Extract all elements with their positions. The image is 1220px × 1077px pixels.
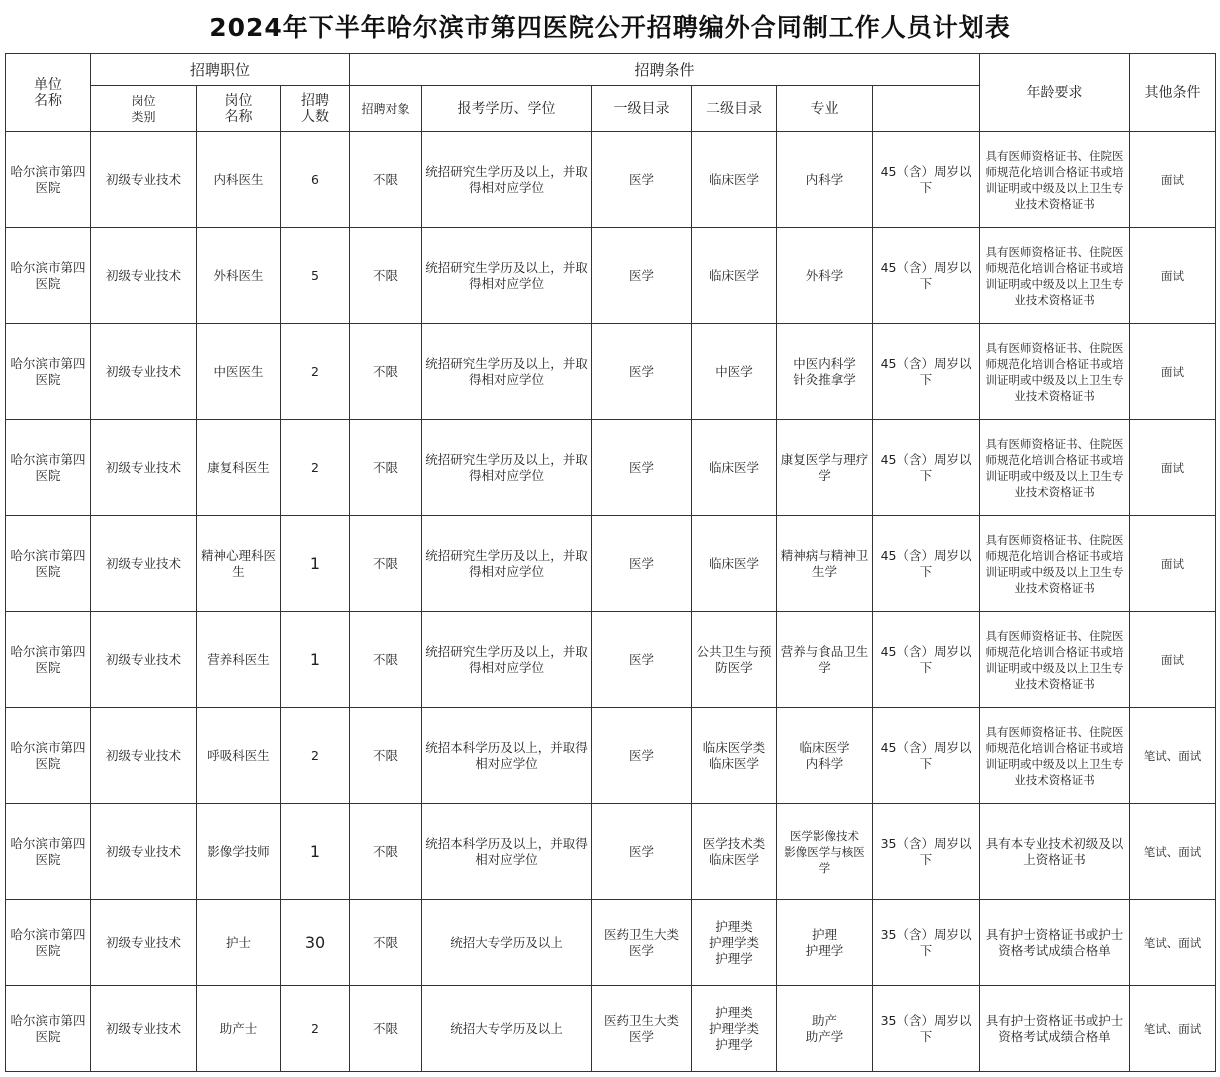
level1-cell: 医学: [592, 516, 692, 612]
header-conditions-group: 招聘条件: [350, 54, 980, 86]
age-cell: 45（含）周岁以下: [873, 132, 980, 228]
education-cell: 统招研究生学历及以上，并取得相对应学位: [422, 612, 592, 708]
unit-cell: 哈尔滨市第四医院: [6, 986, 91, 1072]
exam-cell: 笔试、面试: [1130, 708, 1216, 804]
headcount-cell: 1: [281, 516, 350, 612]
education-cell: 统招研究生学历及以上，并取得相对应学位: [422, 516, 592, 612]
major-cell: 外科学: [777, 228, 873, 324]
major-cell: 精神病与精神卫生学: [777, 516, 873, 612]
unit-cell: 哈尔滨市第四医院: [6, 900, 91, 986]
level2-cell: 护理类 护理学类 护理学: [692, 986, 777, 1072]
education-cell: 统招研究生学历及以上，并取得相对应学位: [422, 420, 592, 516]
level2-cell: 临床医学: [692, 228, 777, 324]
exam-cell: 面试: [1130, 132, 1216, 228]
education-cell: 统招研究生学历及以上，并取得相对应学位: [422, 228, 592, 324]
position-type-cell: 初级专业技术: [91, 900, 197, 986]
exam-cell: 笔试、面试: [1130, 986, 1216, 1072]
target-cell: 不限: [350, 900, 422, 986]
education-cell: 统招研究生学历及以上，并取得相对应学位: [422, 132, 592, 228]
target-cell: 不限: [350, 612, 422, 708]
headcount-cell: 1: [281, 612, 350, 708]
table-row: [6, 324, 1216, 420]
major-cell: 营养与食品卫生学: [777, 612, 873, 708]
target-cell: 不限: [350, 986, 422, 1072]
other-cell: 具有护士资格证书或护士资格考试成绩合格单: [980, 986, 1130, 1072]
table-row: [6, 708, 1216, 804]
position-type-cell: 初级专业技术: [91, 612, 197, 708]
level2-cell: 临床医学: [692, 516, 777, 612]
age-cell: 35（含）周岁以下: [873, 986, 980, 1072]
target-cell: 不限: [350, 708, 422, 804]
age-cell: 45（含）周岁以下: [873, 228, 980, 324]
headcount-cell: 30: [281, 900, 350, 986]
position-name-cell: 中医医生: [197, 324, 281, 420]
exam-cell: 面试: [1130, 228, 1216, 324]
education-cell: 统招本科学历及以上，并取得相对应学位: [422, 804, 592, 900]
level2-cell: 医学技术类 临床医学: [692, 804, 777, 900]
age-cell: 35（含）周岁以下: [873, 804, 980, 900]
level1-cell: 医学: [592, 612, 692, 708]
header-position-group: 招聘职位: [91, 54, 350, 86]
other-cell: 具有本专业技术初级及以上资格证书: [980, 804, 1130, 900]
table-row: [6, 516, 1216, 612]
header-unit-name: 单位 名称: [6, 54, 91, 132]
position-name-cell: 影像学技师: [197, 804, 281, 900]
headcount-cell: 2: [281, 324, 350, 420]
level1-cell: 医学: [592, 324, 692, 420]
level1-cell: 医学: [592, 228, 692, 324]
headcount-cell: 1: [281, 804, 350, 900]
unit-cell: 哈尔滨市第四医院: [6, 324, 91, 420]
headcount-cell: 6: [281, 132, 350, 228]
other-cell: 具有医师资格证书、住院医师规范化培训合格证书或培训证明或中级及以上卫生专业技术资格证书: [980, 612, 1130, 708]
age-cell: 45（含）周岁以下: [873, 324, 980, 420]
header-position-name: 岗位 名称: [197, 86, 281, 132]
header-level2: 二级目录: [692, 86, 777, 132]
other-cell: 具有医师资格证书、住院医师规范化培训合格证书或培训证明或中级及以上卫生专业技术资格证书: [980, 132, 1130, 228]
position-type-cell: 初级专业技术: [91, 324, 197, 420]
level1-cell: 医学: [592, 420, 692, 516]
position-name-cell: 内科医生: [197, 132, 281, 228]
header-position-type: 岗位 类别: [91, 86, 197, 132]
table-row: [6, 986, 1216, 1072]
other-cell: 具有医师资格证书、住院医师规范化培训合格证书或培训证明或中级及以上卫生专业技术资格证书: [980, 516, 1130, 612]
position-name-cell: 护士: [197, 900, 281, 986]
level2-cell: 临床医学: [692, 420, 777, 516]
level1-cell: 医药卫生大类 医学: [592, 900, 692, 986]
position-type-cell: 初级专业技术: [91, 804, 197, 900]
recruitment-plan-table: [5, 53, 1216, 1072]
unit-cell: 哈尔滨市第四医院: [6, 708, 91, 804]
header-level1: 一级目录: [592, 86, 692, 132]
table-row: [6, 228, 1216, 324]
position-name-cell: 康复科医生: [197, 420, 281, 516]
exam-cell: 笔试、面试: [1130, 900, 1216, 986]
other-cell: 具有医师资格证书、住院医师规范化培训合格证书或培训证明或中级及以上卫生专业技术资格证书: [980, 228, 1130, 324]
headcount-cell: 2: [281, 708, 350, 804]
unit-cell: 哈尔滨市第四医院: [6, 516, 91, 612]
target-cell: 不限: [350, 516, 422, 612]
major-cell: 康复医学与理疗学: [777, 420, 873, 516]
headcount-cell: 2: [281, 986, 350, 1072]
table-row: [6, 132, 1216, 228]
target-cell: 不限: [350, 132, 422, 228]
unit-cell: 哈尔滨市第四医院: [6, 612, 91, 708]
table-row: [6, 804, 1216, 900]
major-cell: 内科学: [777, 132, 873, 228]
unit-cell: 哈尔滨市第四医院: [6, 132, 91, 228]
level1-cell: 医学: [592, 708, 692, 804]
position-name-cell: 营养科医生: [197, 612, 281, 708]
age-cell: 35（含）周岁以下: [873, 900, 980, 986]
header-education: 报考学历、学位: [422, 86, 592, 132]
education-cell: 统招大专学历及以上: [422, 986, 592, 1072]
exam-cell: 面试: [1130, 324, 1216, 420]
other-cell: 具有医师资格证书、住院医师规范化培训合格证书或培训证明或中级及以上卫生专业技术资格证书: [980, 324, 1130, 420]
table-row: [6, 612, 1216, 708]
position-type-cell: 初级专业技术: [91, 986, 197, 1072]
position-name-cell: 助产士: [197, 986, 281, 1072]
major-cell: 医学影像技术 影像医学与核医学: [777, 804, 873, 900]
age-cell: 45（含）周岁以下: [873, 612, 980, 708]
page-title: 2024年下半年哈尔滨市第四医院公开招聘编外合同制工作人员计划表: [209, 13, 1011, 42]
level2-cell: 中医学: [692, 324, 777, 420]
position-type-cell: 初级专业技术: [91, 132, 197, 228]
target-cell: 不限: [350, 228, 422, 324]
position-name-cell: 外科医生: [197, 228, 281, 324]
education-cell: 统招大专学历及以上: [422, 900, 592, 986]
major-cell: 中医内科学 针灸推拿学: [777, 324, 873, 420]
position-name-cell: 呼吸科医生: [197, 708, 281, 804]
unit-cell: 哈尔滨市第四医院: [6, 228, 91, 324]
exam-cell: 面试: [1130, 420, 1216, 516]
level2-cell: 临床医学: [692, 132, 777, 228]
other-cell: 具有护士资格证书或护士资格考试成绩合格单: [980, 900, 1130, 986]
education-cell: 统招本科学历及以上，并取得相对应学位: [422, 708, 592, 804]
level2-cell: 护理类 护理学类 护理学: [692, 900, 777, 986]
other-cell: 具有医师资格证书、住院医师规范化培训合格证书或培训证明或中级及以上卫生专业技术资格证书: [980, 708, 1130, 804]
header-other: 其他条件: [1130, 54, 1216, 132]
level1-cell: 医学: [592, 132, 692, 228]
level1-cell: 医学: [592, 804, 692, 900]
table-row: [6, 900, 1216, 986]
unit-cell: 哈尔滨市第四医院: [6, 420, 91, 516]
age-cell: 45（含）周岁以下: [873, 516, 980, 612]
exam-cell: 面试: [1130, 612, 1216, 708]
exam-cell: 面试: [1130, 516, 1216, 612]
headcount-cell: 2: [281, 420, 350, 516]
other-cell: 具有医师资格证书、住院医师规范化培训合格证书或培训证明或中级及以上卫生专业技术资格证书: [980, 420, 1130, 516]
age-cell: 45（含）周岁以下: [873, 420, 980, 516]
exam-cell: 笔试、面试: [1130, 804, 1216, 900]
position-type-cell: 初级专业技术: [91, 420, 197, 516]
header-headcount: 招聘 人数: [281, 86, 350, 132]
unit-cell: 哈尔滨市第四医院: [6, 804, 91, 900]
education-cell: 统招研究生学历及以上，并取得相对应学位: [422, 324, 592, 420]
header-age: 年龄要求: [980, 54, 1130, 132]
level2-cell: 公共卫生与预防医学: [692, 612, 777, 708]
level1-cell: 医药卫生大类 医学: [592, 986, 692, 1072]
table-row: [6, 420, 1216, 516]
position-type-cell: 初级专业技术: [91, 708, 197, 804]
target-cell: 不限: [350, 324, 422, 420]
target-cell: 不限: [350, 420, 422, 516]
target-cell: 不限: [350, 804, 422, 900]
position-name-cell: 精神心理科医生: [197, 516, 281, 612]
header-major: 专业: [777, 86, 873, 132]
headcount-cell: 5: [281, 228, 350, 324]
position-type-cell: 初级专业技术: [91, 228, 197, 324]
header-target: 招聘对象: [350, 86, 422, 132]
age-cell: 45（含）周岁以下: [873, 708, 980, 804]
major-cell: 临床医学 内科学: [777, 708, 873, 804]
position-type-cell: 初级专业技术: [91, 516, 197, 612]
level2-cell: 临床医学类 临床医学: [692, 708, 777, 804]
major-cell: 助产 助产学: [777, 986, 873, 1072]
major-cell: 护理 护理学: [777, 900, 873, 986]
